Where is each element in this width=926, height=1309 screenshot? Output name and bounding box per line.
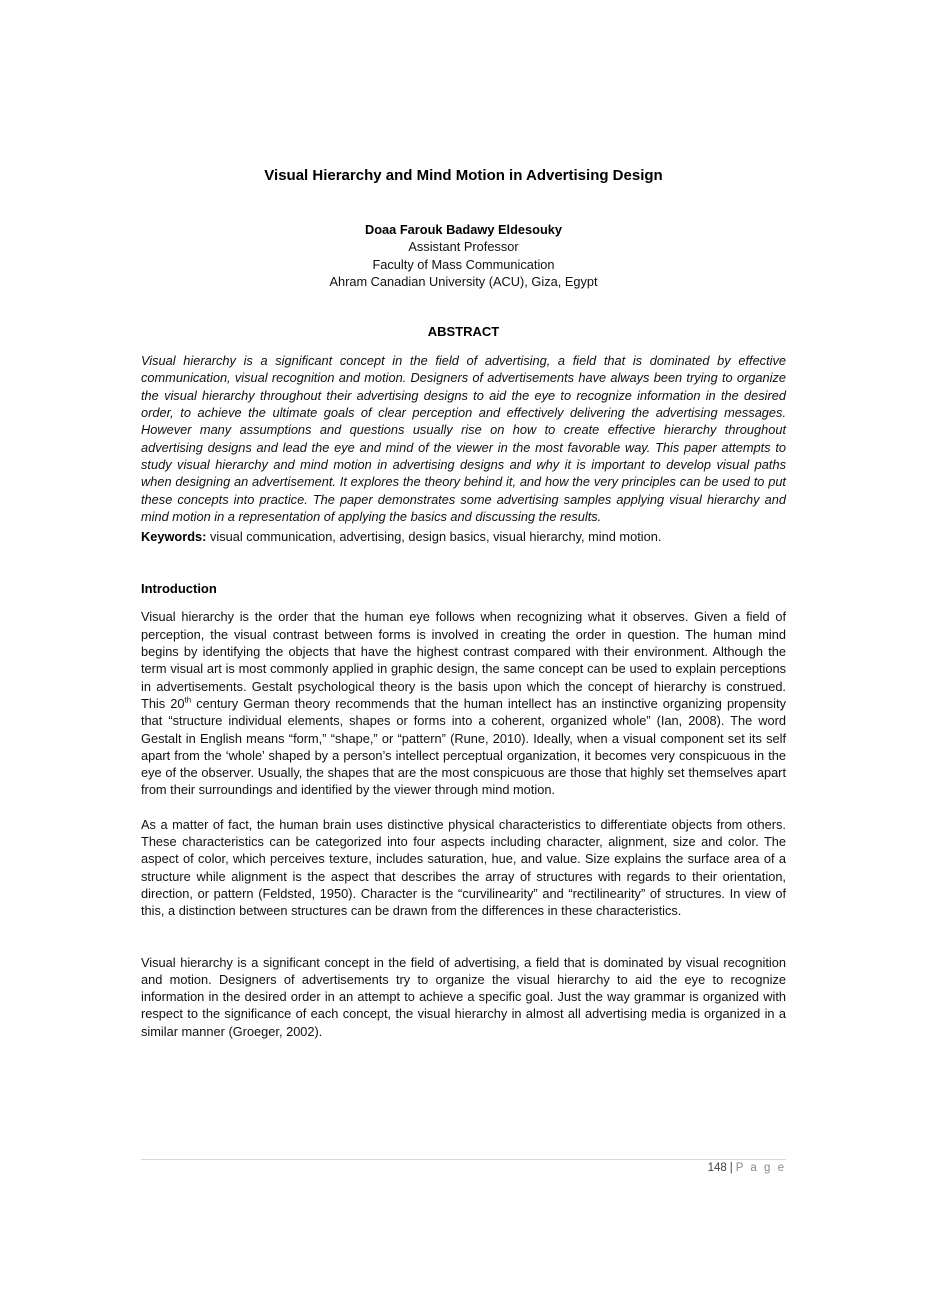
abstract-heading: ABSTRACT (427, 324, 500, 340)
footer-separator: | (729, 1162, 733, 1174)
keywords-text: visual communication, advertising, design basics, visual hierarchy, mind motion. (206, 529, 662, 545)
author-role: Assistant Professor (408, 239, 519, 255)
page-footer (141, 1161, 786, 1175)
ordinal-superscript: th (184, 695, 192, 705)
intro-paragraph-1-text-a: Visual hierarchy is the order that the human eye follows when recognizing what it observes. Given a field of perception, the visual contrast between forms is involved in creating the order in question. The human mind begins by identifying the objects that have the highest contrast compared with their environment. Although the term visual art is most commonly applied in graphic design, the same concept can be used to explain perceptions in advertisements. Gestalt psychological theory is the basis upon which the concept of hierarchy is construed. This 20 (141, 609, 786, 711)
page-number: 148 (707, 1162, 727, 1174)
intro-paragraph-2: As a matter of fact, the human brain uses distinctive physical characteristics to differentiate objects from others. These characteristics can be categorized into four aspects including character, alignment, size and color. The aspect of color, which perceives texture, includes saturation, hue, and value. Size explains the surface area of a structure while alignment is the aspect that describes the array of structures with regards to their orientation, direction, or pattern (Feldsted, 1950). Character is the “curvilinearity” and “rectilinearity” of structures. In view of this, a distinction between structures can be drawn from the differences in these characteristics. (141, 816, 786, 919)
intro-paragraph-1-text-b: century German theory recommends that the human intellect has an instinctive organizing propensity that “structure individual elements, shapes or forms into a coherent, organized whole” (Ian, 2008). The word Gestalt in English means “form,” “shape,” or “pattern” (Rune, 2010). Ideally, when a visual component set its self apart from the ‘whole’ shaped by a person’s intellect perceptual organization, it becomes very conspicuous in the eye of the observer. Usually, the shapes that are the most conspicuous are those that highly set themselves apart from their surroundings and identified by the viewer through mind motion. (141, 695, 786, 798)
author-faculty: Faculty of Mass Communication (372, 256, 555, 272)
page-label: P a g e (735, 1162, 786, 1174)
introduction-heading: Introduction (141, 581, 217, 597)
intro-paragraph-1 (141, 608, 786, 798)
abstract-text: Visual hierarchy is a significant concept in the field of advertising, a field that is dominated by effective communication, visual recognition and motion. Designers of advertisements have always been trying to organize the visual hierarchy throughout their advertising designs to aid the eye to recognize information in the desired order, to achieve the ultimate goals of clear perception and effectively delivering the advertising messages. However many assumptions and questions usually rise on how to create effective hierarchy throughout advertising designs and lead the eye and mind of the viewer in the most favorable way. This paper attempts to study visual hierarchy and mind motion in advertising designs and why it is important to develop visual paths when designing an advertisement. It explores the theory behind it, and how the very principles can be used to put these concepts into practice. The paper demonstrates some advertising samples applying visual hierarchy and mind motion in a representation of applying the basics and discussing the results. (141, 353, 786, 524)
author-university: Ahram Canadian University (ACU), Giza, Egypt (329, 273, 598, 289)
keywords-line (141, 528, 786, 545)
keywords-label: Keywords: (141, 529, 207, 545)
paper-title: Visual Hierarchy and Mind Motion in Advertising Design (264, 167, 663, 184)
intro-paragraph-3: Visual hierarchy is a significant concept in the field of advertising, a field that is dominated by visual recognition and motion. Designers of advertisements try to organize the visual hierarchy to aid the eye to recognize information in the desired order in an attempt to achieve a specific goal. Just the way grammar is organized with respect to the significance of each concept, the visual hierarchy in almost all advertising media is organized in a similar manner (Groeger, 2002). (141, 954, 786, 1039)
footer-divider (141, 1159, 786, 1160)
paper-content (141, 0, 786, 1057)
author-name: Doaa Farouk Badawy Eldesouky (365, 222, 562, 237)
author-block (141, 221, 786, 290)
